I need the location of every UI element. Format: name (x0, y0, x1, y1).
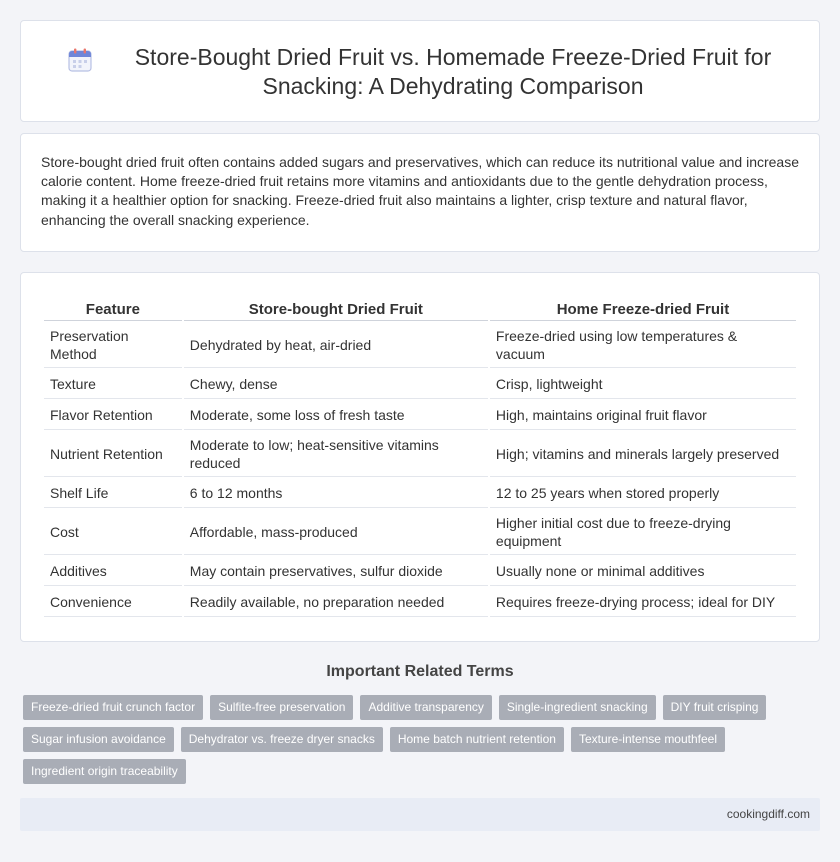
column-header-feature: Feature (44, 298, 182, 321)
footer (20, 798, 820, 831)
related-terms-list (23, 695, 783, 791)
term-tag[interactable]: Sugar infusion avoidance (23, 727, 174, 752)
feature-cell: Nutrient Retention (44, 432, 182, 477)
term-tag[interactable]: Sulfite-free preservation (210, 695, 353, 720)
home-freeze-dried-cell: Usually none or minimal additives (490, 557, 796, 586)
calendar-icon (67, 47, 93, 73)
store-bought-cell: Moderate, some loss of fresh taste (184, 401, 488, 430)
title-wrap (61, 43, 799, 101)
store-bought-cell: Chewy, dense (184, 370, 488, 399)
column-header-home-freeze-dried: Home Freeze-dried Fruit (490, 298, 796, 321)
term-tag[interactable]: Home batch nutrient retention (390, 727, 564, 752)
feature-cell: Cost (44, 510, 182, 555)
home-freeze-dried-cell: 12 to 25 years when stored properly (490, 479, 796, 508)
home-freeze-dried-cell: Requires freeze-drying process; ideal for DIY (490, 588, 796, 617)
store-bought-cell: Dehydrated by heat, air-dried (184, 323, 488, 368)
table-header-row (44, 298, 796, 321)
comparison-table (42, 296, 798, 619)
table-row (44, 479, 796, 508)
store-bought-cell: May contain preservatives, sulfur dioxide (184, 557, 488, 586)
header-card (20, 20, 820, 122)
term-tag[interactable]: Dehydrator vs. freeze dryer snacks (181, 727, 383, 752)
term-tag[interactable]: DIY fruit crisping (663, 695, 767, 720)
term-tag[interactable]: Ingredient origin traceability (23, 759, 186, 784)
term-tag[interactable]: Freeze-dried fruit crunch factor (23, 695, 203, 720)
term-tag[interactable]: Additive transparency (360, 695, 491, 720)
store-bought-cell: Moderate to low; heat-sensitive vitamins reduced (184, 432, 488, 477)
table-row (44, 370, 796, 399)
store-bought-cell: Affordable, mass-produced (184, 510, 488, 555)
table-row (44, 323, 796, 368)
comparison-card (20, 272, 820, 642)
home-freeze-dried-cell: Crisp, lightweight (490, 370, 796, 399)
table-row (44, 588, 796, 617)
table-row (44, 432, 796, 477)
term-tag[interactable]: Texture-intense mouthfeel (571, 727, 725, 752)
store-bought-cell: 6 to 12 months (184, 479, 488, 508)
feature-cell: Texture (44, 370, 182, 399)
footer-site-link[interactable]: cookingdiff.com (726, 807, 810, 821)
feature-cell: Shelf Life (44, 479, 182, 508)
term-tag[interactable]: Single-ingredient snacking (499, 695, 656, 720)
store-bought-cell: Readily available, no preparation needed (184, 588, 488, 617)
intro-card (20, 133, 820, 252)
home-freeze-dried-cell: High; vitamins and minerals largely preserved (490, 432, 796, 477)
feature-cell: Flavor Retention (44, 401, 182, 430)
table-row (44, 510, 796, 555)
table-row (44, 401, 796, 430)
home-freeze-dried-cell: Freeze-dried using low temperatures & vacuum (490, 323, 796, 368)
intro-paragraph: Store-bought dried fruit often contains added sugars and preservatives, which can reduce its nutritional value and increase calorie content. Home freeze-dried fruit retains more vitamins and antioxidants due to the gentle dehydration process, making it a healthier option for snacking. Freeze-dried fruit also maintains a lighter, crisp texture and natural flavor, enhancing the overall snacking experience. (41, 154, 800, 228)
home-freeze-dried-cell: Higher initial cost due to freeze-drying equipment (490, 510, 796, 555)
feature-cell: Convenience (44, 588, 182, 617)
page-title: Store-Bought Dried Fruit vs. Homemade Freeze-Dried Fruit for Snacking: A Dehydrating Comparison (134, 44, 772, 99)
home-freeze-dried-cell: High, maintains original fruit flavor (490, 401, 796, 430)
table-row (44, 557, 796, 586)
feature-cell: Additives (44, 557, 182, 586)
feature-cell: Preservation Method (44, 323, 182, 368)
related-terms-title: Important Related Terms (326, 663, 514, 680)
column-header-store-bought: Store-bought Dried Fruit (184, 298, 488, 321)
